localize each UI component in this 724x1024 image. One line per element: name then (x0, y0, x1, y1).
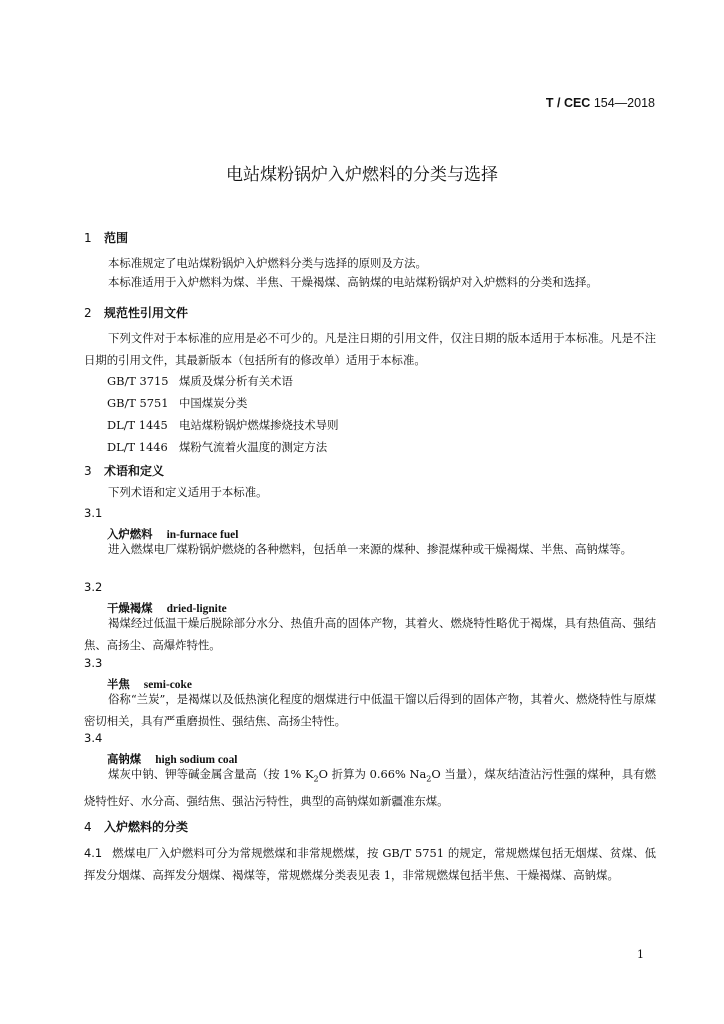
section-number: 4 (84, 820, 92, 834)
section-number: 2 (84, 306, 92, 320)
term-number: 3.4 (84, 731, 103, 745)
section-title: 入炉燃料的分类 (104, 820, 189, 834)
term-zh: 高钠煤 (107, 752, 142, 766)
term-definition: 俗称“兰炭”，是褐煤以及低热演化程度的烟煤进行中低温干馏以后得到的固体产物，其着火、燃烧特性与原煤密切相关，具有严重磨损性、强结焦、高扬尘特性。 (84, 692, 656, 728)
term-definition: 进入燃煤电厂煤粉锅炉燃烧的各种燃料，包括单一来源的煤种、掺混煤种或干燥褐煤、半焦、高钠煤等。 (108, 542, 632, 556)
clause-number: 4.1 (84, 846, 103, 860)
section-1-heading (84, 229, 128, 246)
standard-number (546, 96, 655, 110)
subscript: 2 (313, 774, 319, 784)
clause-text: 燃煤电厂入炉燃料可分为常规燃煤和非常规燃煤，按 GB/T 5751 的规定，常规燃煤包括无烟煤、贫煤、低挥发分烟煤、高挥发分烟煤、褐煤等，常规燃煤分类表见表 1，非常规燃煤包括半焦、干燥褐煤、高钠煤。 (84, 846, 656, 882)
section-title: 术语和定义 (104, 464, 165, 478)
page-number: 1 (637, 948, 644, 961)
reference-item (107, 439, 327, 455)
term-en: dried-lignite (166, 603, 227, 615)
reference-title: 煤粉气流着火温度的测定方法 (179, 440, 328, 454)
section-title: 规范性引用文件 (104, 306, 189, 320)
term-number: 3.3 (84, 656, 103, 670)
term-en: high sodium coal (155, 754, 238, 766)
reference-code: GB/T 3715 (107, 374, 169, 388)
reference-item (107, 395, 247, 411)
section-title: 范围 (104, 231, 129, 245)
term-definition (84, 763, 656, 812)
section-3-intro: 下列术语和定义适用于本标准。 (108, 485, 268, 499)
term-zh: 干燥褐煤 (107, 601, 153, 615)
section-4-paragraph (84, 842, 656, 886)
standard-prefix: T / CEC (545, 96, 591, 110)
definition-text: O 当量），煤灰结渣沾污性强的煤种，具有燃烧特性好、水分高、强结焦、强沾污特性，典型的高钠煤如新疆准东煤。 (84, 767, 656, 809)
term-zh: 半焦 (107, 677, 130, 691)
section-2-paragraph: 下列文件对于本标准的应用是必不可少的。凡是注日期的引用文件，仅注日期的版本适用于本标准。凡是不注日期的引用文件，其最新版本（包括所有的修改单）适用于本标准。 (84, 331, 656, 367)
definition-text: 煤灰中钠、钾等碱金属含量高（按 1% K (108, 767, 314, 781)
section-number: 3 (84, 464, 92, 478)
subscript: 2 (426, 774, 432, 784)
section-3-heading (84, 462, 164, 479)
reference-title: 中国煤炭分类 (179, 396, 248, 410)
term-zh: 入炉燃料 (107, 527, 153, 541)
reference-code: DL/T 1445 (107, 418, 168, 432)
section-1-paragraph-2: 本标准适用于入炉燃料为煤、半焦、干燥褐煤、高钠煤的电站煤粉锅炉对入炉燃料的分类和选择。 (108, 275, 598, 289)
standard-code: 154—2018 (593, 96, 655, 110)
term-number: 3.2 (84, 580, 103, 594)
reference-title: 电站煤粉锅炉燃煤掺烧技术导则 (179, 418, 339, 432)
reference-item (107, 417, 338, 433)
reference-item (107, 373, 293, 389)
section-2-heading (84, 304, 188, 321)
section-number: 1 (84, 231, 92, 245)
term-en: in-furnace fuel (166, 529, 239, 541)
section-4-heading (84, 818, 188, 835)
term-number: 3.1 (84, 506, 103, 520)
term-definition: 褐煤经过低温干燥后脱除部分水分、热值升高的固体产物，其着火、燃烧特性略优于褐煤，具有热值高、强结焦、高扬尘、高爆炸特性。 (84, 616, 656, 652)
reference-code: DL/T 1446 (107, 440, 168, 454)
section-1-paragraph-1: 本标准规定了电站煤粉锅炉入炉燃料分类与选择的原则及方法。 (108, 256, 427, 270)
definition-text: O 折算为 0.66% Na (318, 767, 427, 781)
document-title: 电站煤粉锅炉入炉燃料的分类与选择 (226, 165, 498, 185)
reference-title: 煤质及煤分析有关术语 (179, 374, 293, 388)
reference-code: GB/T 5751 (107, 396, 169, 410)
term-en: semi-coke (143, 679, 192, 691)
